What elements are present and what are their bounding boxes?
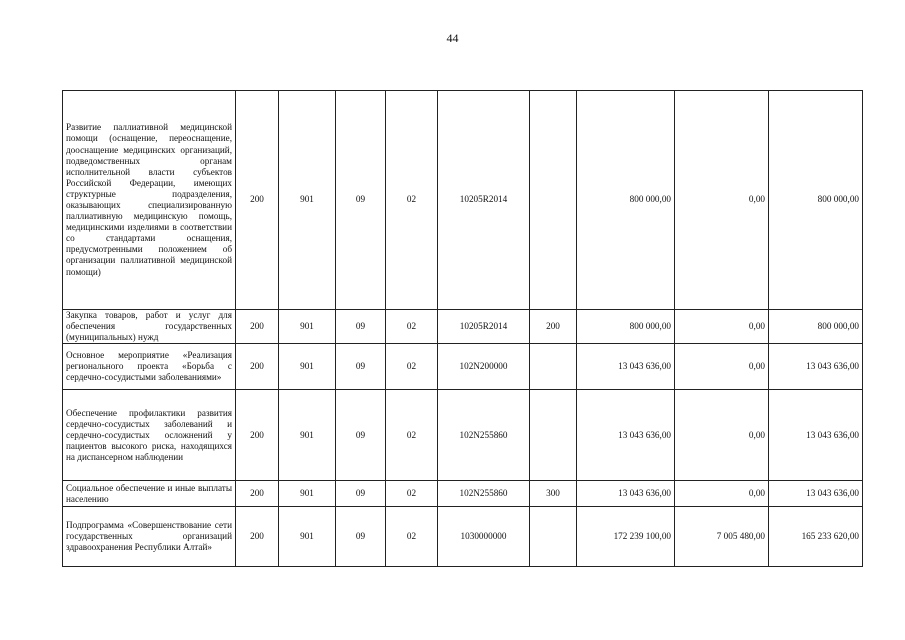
cell-code: 200 (236, 91, 279, 310)
row-name: Закупка товаров, работ и услуг для обеспечения государственных (муниципальных) нужд (63, 310, 236, 344)
cell-code: 200 (236, 481, 279, 507)
cell-sum-1: 13 043 636,00 (577, 481, 675, 507)
cell-subsection: 02 (386, 507, 438, 567)
table-row (63, 481, 863, 507)
cell-sum-1: 13 043 636,00 (577, 344, 675, 390)
cell-code: 200 (236, 344, 279, 390)
cell-expense-type (530, 507, 577, 567)
page-number: 44 (446, 31, 459, 45)
cell-sum-2: 0,00 (675, 91, 769, 310)
cell-grbs: 901 (279, 390, 336, 481)
row-name: Социальное обеспечение и иные выплаты населению (63, 481, 236, 507)
cell-subsection: 02 (386, 390, 438, 481)
cell-expense-type (530, 390, 577, 481)
row-name: Обеспечение профилактики развития сердечно-сосудистых заболеваний и сердечно-сосудистых осложнений у пациентов высокого риска, находящихся на диспансерном наблюдении (63, 390, 236, 481)
cell-code: 200 (236, 507, 279, 567)
cell-expense-type: 200 (530, 310, 577, 344)
cell-sum-2: 7 005 480,00 (675, 507, 769, 567)
cell-sum-1: 172 239 100,00 (577, 507, 675, 567)
cell-sum-2: 0,00 (675, 390, 769, 481)
cell-target-article: 102N255860 (438, 390, 530, 481)
row-name: Основное мероприятие «Реализация регионального проекта «Борьба с сердечно-сосудистыми заболеваниями» (63, 344, 236, 390)
cell-code: 200 (236, 310, 279, 344)
cell-sum-3: 800 000,00 (769, 91, 863, 310)
cell-grbs: 901 (279, 344, 336, 390)
cell-grbs: 901 (279, 91, 336, 310)
cell-sum-2: 0,00 (675, 481, 769, 507)
cell-subsection: 02 (386, 91, 438, 310)
table-row (63, 344, 863, 390)
cell-grbs: 901 (279, 310, 336, 344)
table-row (63, 390, 863, 481)
cell-sum-2: 0,00 (675, 344, 769, 390)
row-name: Подпрограмма «Совершенствование сети государственных организаций здравоохранения Республики Алтай» (63, 507, 236, 567)
cell-section: 09 (336, 344, 386, 390)
cell-sum-1: 13 043 636,00 (577, 390, 675, 481)
cell-sum-3: 800 000,00 (769, 310, 863, 344)
cell-target-article: 10205R2014 (438, 91, 530, 310)
cell-section: 09 (336, 390, 386, 481)
table-row (63, 91, 863, 310)
cell-sum-1: 800 000,00 (577, 91, 675, 310)
cell-target-article: 102N200000 (438, 344, 530, 390)
table-row (63, 507, 863, 567)
cell-expense-type (530, 91, 577, 310)
cell-grbs: 901 (279, 507, 336, 567)
cell-code: 200 (236, 390, 279, 481)
cell-expense-type: 300 (530, 481, 577, 507)
cell-section: 09 (336, 507, 386, 567)
cell-sum-2: 0,00 (675, 310, 769, 344)
cell-expense-type (530, 344, 577, 390)
cell-section: 09 (336, 481, 386, 507)
cell-subsection: 02 (386, 481, 438, 507)
cell-sum-3: 13 043 636,00 (769, 481, 863, 507)
cell-section: 09 (336, 91, 386, 310)
cell-target-article: 1030000000 (438, 507, 530, 567)
table-row (63, 310, 863, 344)
cell-sum-3: 165 233 620,00 (769, 507, 863, 567)
cell-sum-3: 13 043 636,00 (769, 390, 863, 481)
row-name: Развитие паллиативной медицинской помощи (оснащение, переоснащение, дооснащение медицинских организаций, подведомственных органам исполнительной власти субъектов Российской Федерации, имеющих структурные подразделения, оказывающих специализированную паллиативную медицинскую помощь, медицинскими изделиями в соответствии со стандартами оснащения, предусмотренными положением об организации паллиативной медицинской помощи) (63, 91, 236, 310)
cell-subsection: 02 (386, 344, 438, 390)
cell-subsection: 02 (386, 310, 438, 344)
cell-target-article: 10205R2014 (438, 310, 530, 344)
cell-sum-3: 13 043 636,00 (769, 344, 863, 390)
cell-target-article: 102N255860 (438, 481, 530, 507)
cell-grbs: 901 (279, 481, 336, 507)
budget-table (62, 90, 863, 567)
cell-section: 09 (336, 310, 386, 344)
cell-sum-1: 800 000,00 (577, 310, 675, 344)
